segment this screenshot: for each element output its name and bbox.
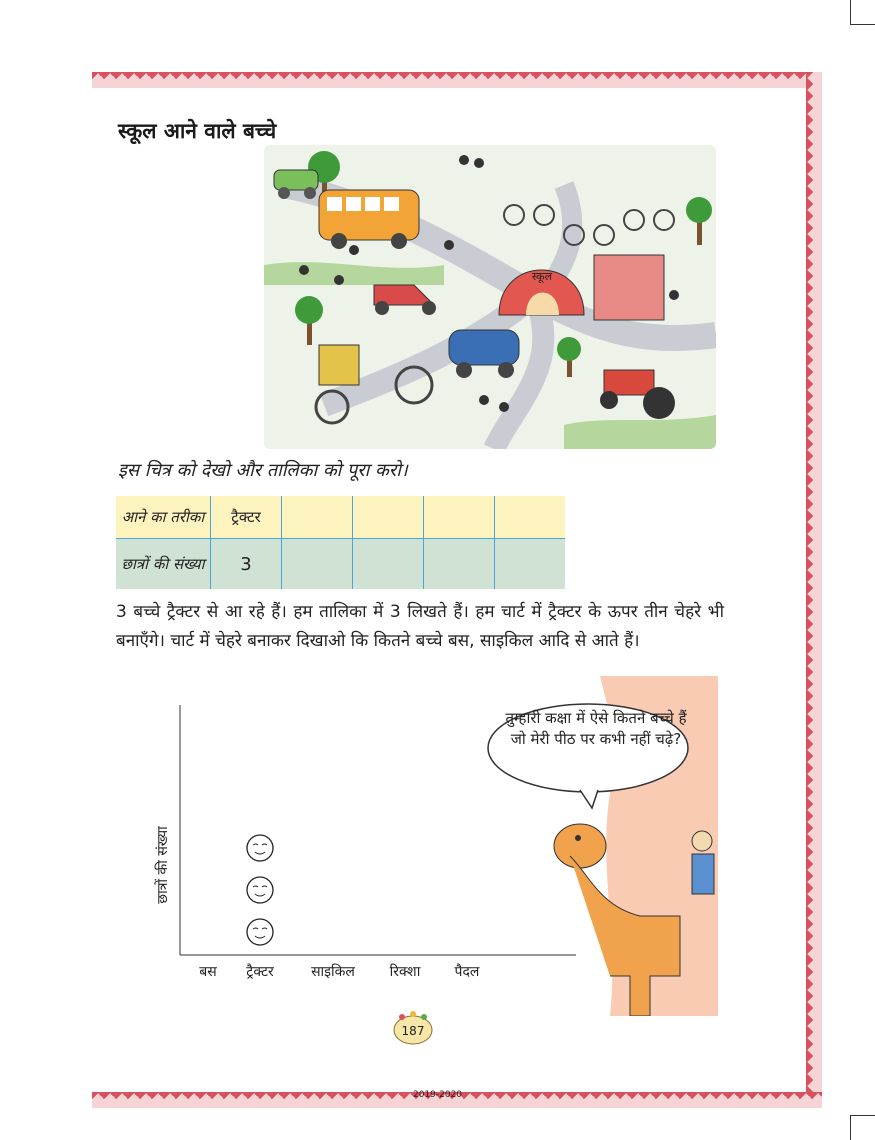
page-heading: स्कूल आने वाले बच्चे xyxy=(118,119,277,143)
table-row-label: आने का तरीका xyxy=(116,496,211,539)
table-cell xyxy=(424,496,495,539)
svg-text:स्कूल: स्कूल xyxy=(531,270,553,283)
face-icon xyxy=(247,835,273,861)
table-cell xyxy=(424,539,495,590)
table-cell: 3 xyxy=(211,539,282,590)
decorative-border-top xyxy=(92,72,822,88)
explanation-paragraph: 3 बच्चे ट्रैक्टर से आ रहे हैं। हम तालिका में 3 लिखते हैं। हम चार्ट में ट्रैक्टर के ऊपर तीन चेहरे भी बनाएँगे। चार्ट में चेहरे बनाकर दिखाओ कि कितने बच्चे बस, साइकिल आदि से आते हैं। xyxy=(116,602,724,651)
bus-icon xyxy=(319,190,419,249)
face-icon xyxy=(247,877,273,903)
transport-table xyxy=(116,496,565,589)
table-cell xyxy=(353,496,424,539)
table-cell xyxy=(282,539,353,590)
table-cell: ट्रैक्टर xyxy=(211,496,282,539)
face-icon xyxy=(247,919,273,945)
y-axis-label: छात्रों की संख्या xyxy=(155,826,171,904)
table-row-label: छात्रों की संख्या xyxy=(116,539,211,590)
decorative-border-right xyxy=(806,72,822,1108)
x-tick-label: ट्रैक्टर xyxy=(246,964,274,980)
edition-year: 2019-2020 xyxy=(412,1090,463,1100)
crop-mark-bottom xyxy=(850,1115,875,1140)
x-tick-labels xyxy=(199,963,480,980)
table-cell xyxy=(495,539,566,590)
x-tick-label: रिक्शा xyxy=(389,964,421,980)
table-cell xyxy=(495,496,566,539)
pictograph-chart xyxy=(140,700,580,990)
pictograph-marks xyxy=(247,835,273,945)
speech-bubble-text: तुम्हारी कक्षा में ऐसे कितने बच्चे हैं जो मेरी पीठ पर कभी नहीं चढ़े? xyxy=(505,709,687,748)
x-tick-label: साइकिल xyxy=(311,964,355,980)
instruction-text: इस चित्र को देखो और तालिका को पूरा करो। xyxy=(118,460,408,481)
x-tick-label: पैदल xyxy=(454,964,480,980)
x-tick-label: बस xyxy=(199,964,217,980)
table-row xyxy=(116,496,565,539)
table-cell xyxy=(282,496,353,539)
page-number-badge xyxy=(390,1010,436,1046)
crop-mark-top xyxy=(850,0,875,25)
rider-icon xyxy=(692,831,714,894)
school-commute-illustration xyxy=(264,145,716,449)
page-number: 187 xyxy=(401,1024,425,1038)
table-row xyxy=(116,539,565,590)
table-cell xyxy=(353,539,424,590)
